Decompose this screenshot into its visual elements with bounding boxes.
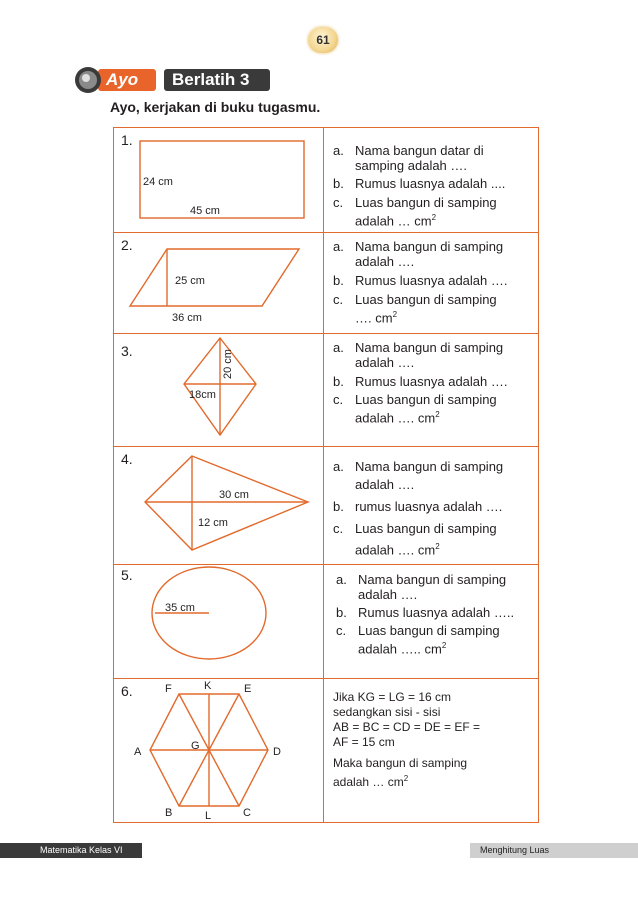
dimension-label: 45 cm (190, 205, 220, 217)
question-a (336, 572, 514, 587)
question-b (336, 605, 514, 620)
question-key: b. (333, 374, 344, 389)
question-text: Rumus luasnya adalah …. (355, 374, 508, 389)
footer-left: Matematika Kelas VI (0, 843, 142, 858)
question-a (333, 340, 507, 355)
dimension-label: 25 cm (175, 275, 205, 287)
answer-text: adalah … cm (333, 775, 404, 789)
question-c (336, 623, 514, 638)
question-text: Luas bangun di samping (358, 623, 500, 638)
question-text: adalah …. (355, 477, 415, 492)
question-text: Luas bangun di samping (355, 521, 497, 536)
answer-line: Maka bangun di samping (333, 756, 468, 770)
question-list (333, 458, 503, 559)
question-text: Rumus luasnya adalah .... (355, 176, 506, 191)
question-list (333, 239, 507, 325)
superscript: 2 (403, 774, 409, 783)
question-a (333, 239, 507, 254)
dimension-label: 24 cm (143, 176, 173, 188)
question-text: …. cm (355, 310, 393, 326)
dimension-label: 36 cm (172, 312, 202, 324)
question-c (333, 520, 503, 538)
banner-berlatih: Berlatih 3 (172, 70, 250, 89)
question-text: Nama bangun di samping (355, 459, 504, 474)
question-key: b. (336, 605, 347, 620)
page-number: 61 (308, 27, 338, 53)
question-text: adalah … cm (355, 213, 432, 229)
description-line: sedangkan sisi - sisi (333, 705, 441, 719)
question-c (333, 195, 505, 210)
question-line (333, 538, 503, 559)
answer-line (333, 771, 480, 790)
question-text: rumus luasnya adalah …. (355, 499, 503, 514)
question-line (333, 307, 507, 325)
question-text: adalah …. (355, 254, 415, 269)
question-b (333, 176, 505, 191)
vertex-label-g: G (191, 740, 200, 752)
question-text: adalah ….. cm (358, 641, 442, 657)
superscript: 2 (431, 213, 437, 222)
question-text: adalah …. cm (355, 410, 436, 426)
item-number: 2. (121, 237, 133, 253)
dimension-label: 30 cm (219, 489, 249, 501)
question-key: c. (333, 392, 344, 407)
question-text: samping adalah …. (355, 158, 468, 173)
item-number: 3. (121, 343, 133, 359)
question-list (336, 572, 514, 656)
kite-shape (145, 456, 308, 550)
question-text: adalah …. cm (355, 542, 436, 558)
question-text: Luas bangun di samping (355, 195, 497, 210)
superscript: 2 (435, 542, 440, 551)
superscript: 2 (392, 310, 398, 319)
question-text: Rumus luasnya adalah …. (355, 273, 508, 288)
superscript: 2 (441, 641, 447, 650)
vertex-label-k: K (204, 680, 212, 692)
question-a (333, 458, 503, 476)
hexagon-description (333, 690, 480, 790)
item-number: 6. (121, 683, 133, 699)
question-b (333, 374, 507, 389)
question-line (336, 638, 514, 656)
question-b (333, 498, 503, 516)
question-text: Nama bangun datar di (355, 143, 484, 158)
question-a (333, 143, 505, 158)
description-line: AF = 15 cm (333, 735, 395, 749)
question-key: c. (333, 195, 344, 210)
question-text: Rumus luasnya adalah ….. (358, 605, 515, 620)
dimension-label: 20 cm (222, 349, 234, 379)
question-text: adalah …. (355, 355, 415, 370)
question-c (333, 292, 507, 307)
instruction: Ayo, kerjakan di buku tugasmu. (110, 99, 321, 115)
vertex-label-c: C (243, 807, 251, 819)
vertex-label-l: L (205, 810, 212, 822)
question-key: b. (333, 273, 344, 288)
question-key: a. (336, 572, 347, 587)
item-number: 4. (121, 451, 133, 467)
question-b (333, 273, 507, 288)
vertex-label-f: F (165, 683, 172, 695)
question-key: b. (333, 499, 344, 514)
vertex-label-e: E (244, 683, 252, 695)
question-text: Nama bangun di samping (355, 340, 504, 355)
question-key: c. (333, 292, 344, 307)
question-key: a. (333, 459, 344, 474)
question-line (333, 407, 507, 425)
question-text: Nama bangun di samping (355, 239, 504, 254)
banner-ayo: Ayo (106, 70, 139, 89)
question-c (333, 392, 507, 407)
vertex-label-b: B (165, 807, 173, 819)
superscript: 2 (435, 410, 440, 419)
question-key: a. (333, 143, 344, 158)
question-key: b. (333, 176, 344, 191)
dimension-label: 35 cm (165, 602, 195, 614)
question-text: adalah …. (358, 587, 418, 602)
question-text: Nama bangun di samping (358, 572, 507, 587)
footer-right: Menghitung Luas (470, 843, 638, 858)
item-number: 1. (121, 132, 133, 148)
description-line: AB = BC = CD = DE = EF = (333, 720, 481, 734)
question-key: c. (336, 623, 347, 638)
question-text: Luas bangun di samping (355, 292, 497, 307)
vertex-label-a: A (134, 746, 142, 758)
dimension-label: 18cm (189, 389, 216, 401)
parallelogram-shape (130, 249, 299, 306)
question-key: c. (333, 521, 344, 536)
description-line: Jika KG = LG = 16 cm (333, 690, 452, 704)
vertex-label-d: D (273, 746, 281, 758)
question-key: a. (333, 340, 344, 355)
question-key: a. (333, 239, 344, 254)
question-line (333, 210, 505, 228)
question-list (333, 143, 505, 228)
question-list (333, 340, 507, 425)
dimension-label: 12 cm (198, 517, 228, 529)
item-number: 5. (121, 567, 133, 583)
question-text: Luas bangun di samping (355, 392, 497, 407)
